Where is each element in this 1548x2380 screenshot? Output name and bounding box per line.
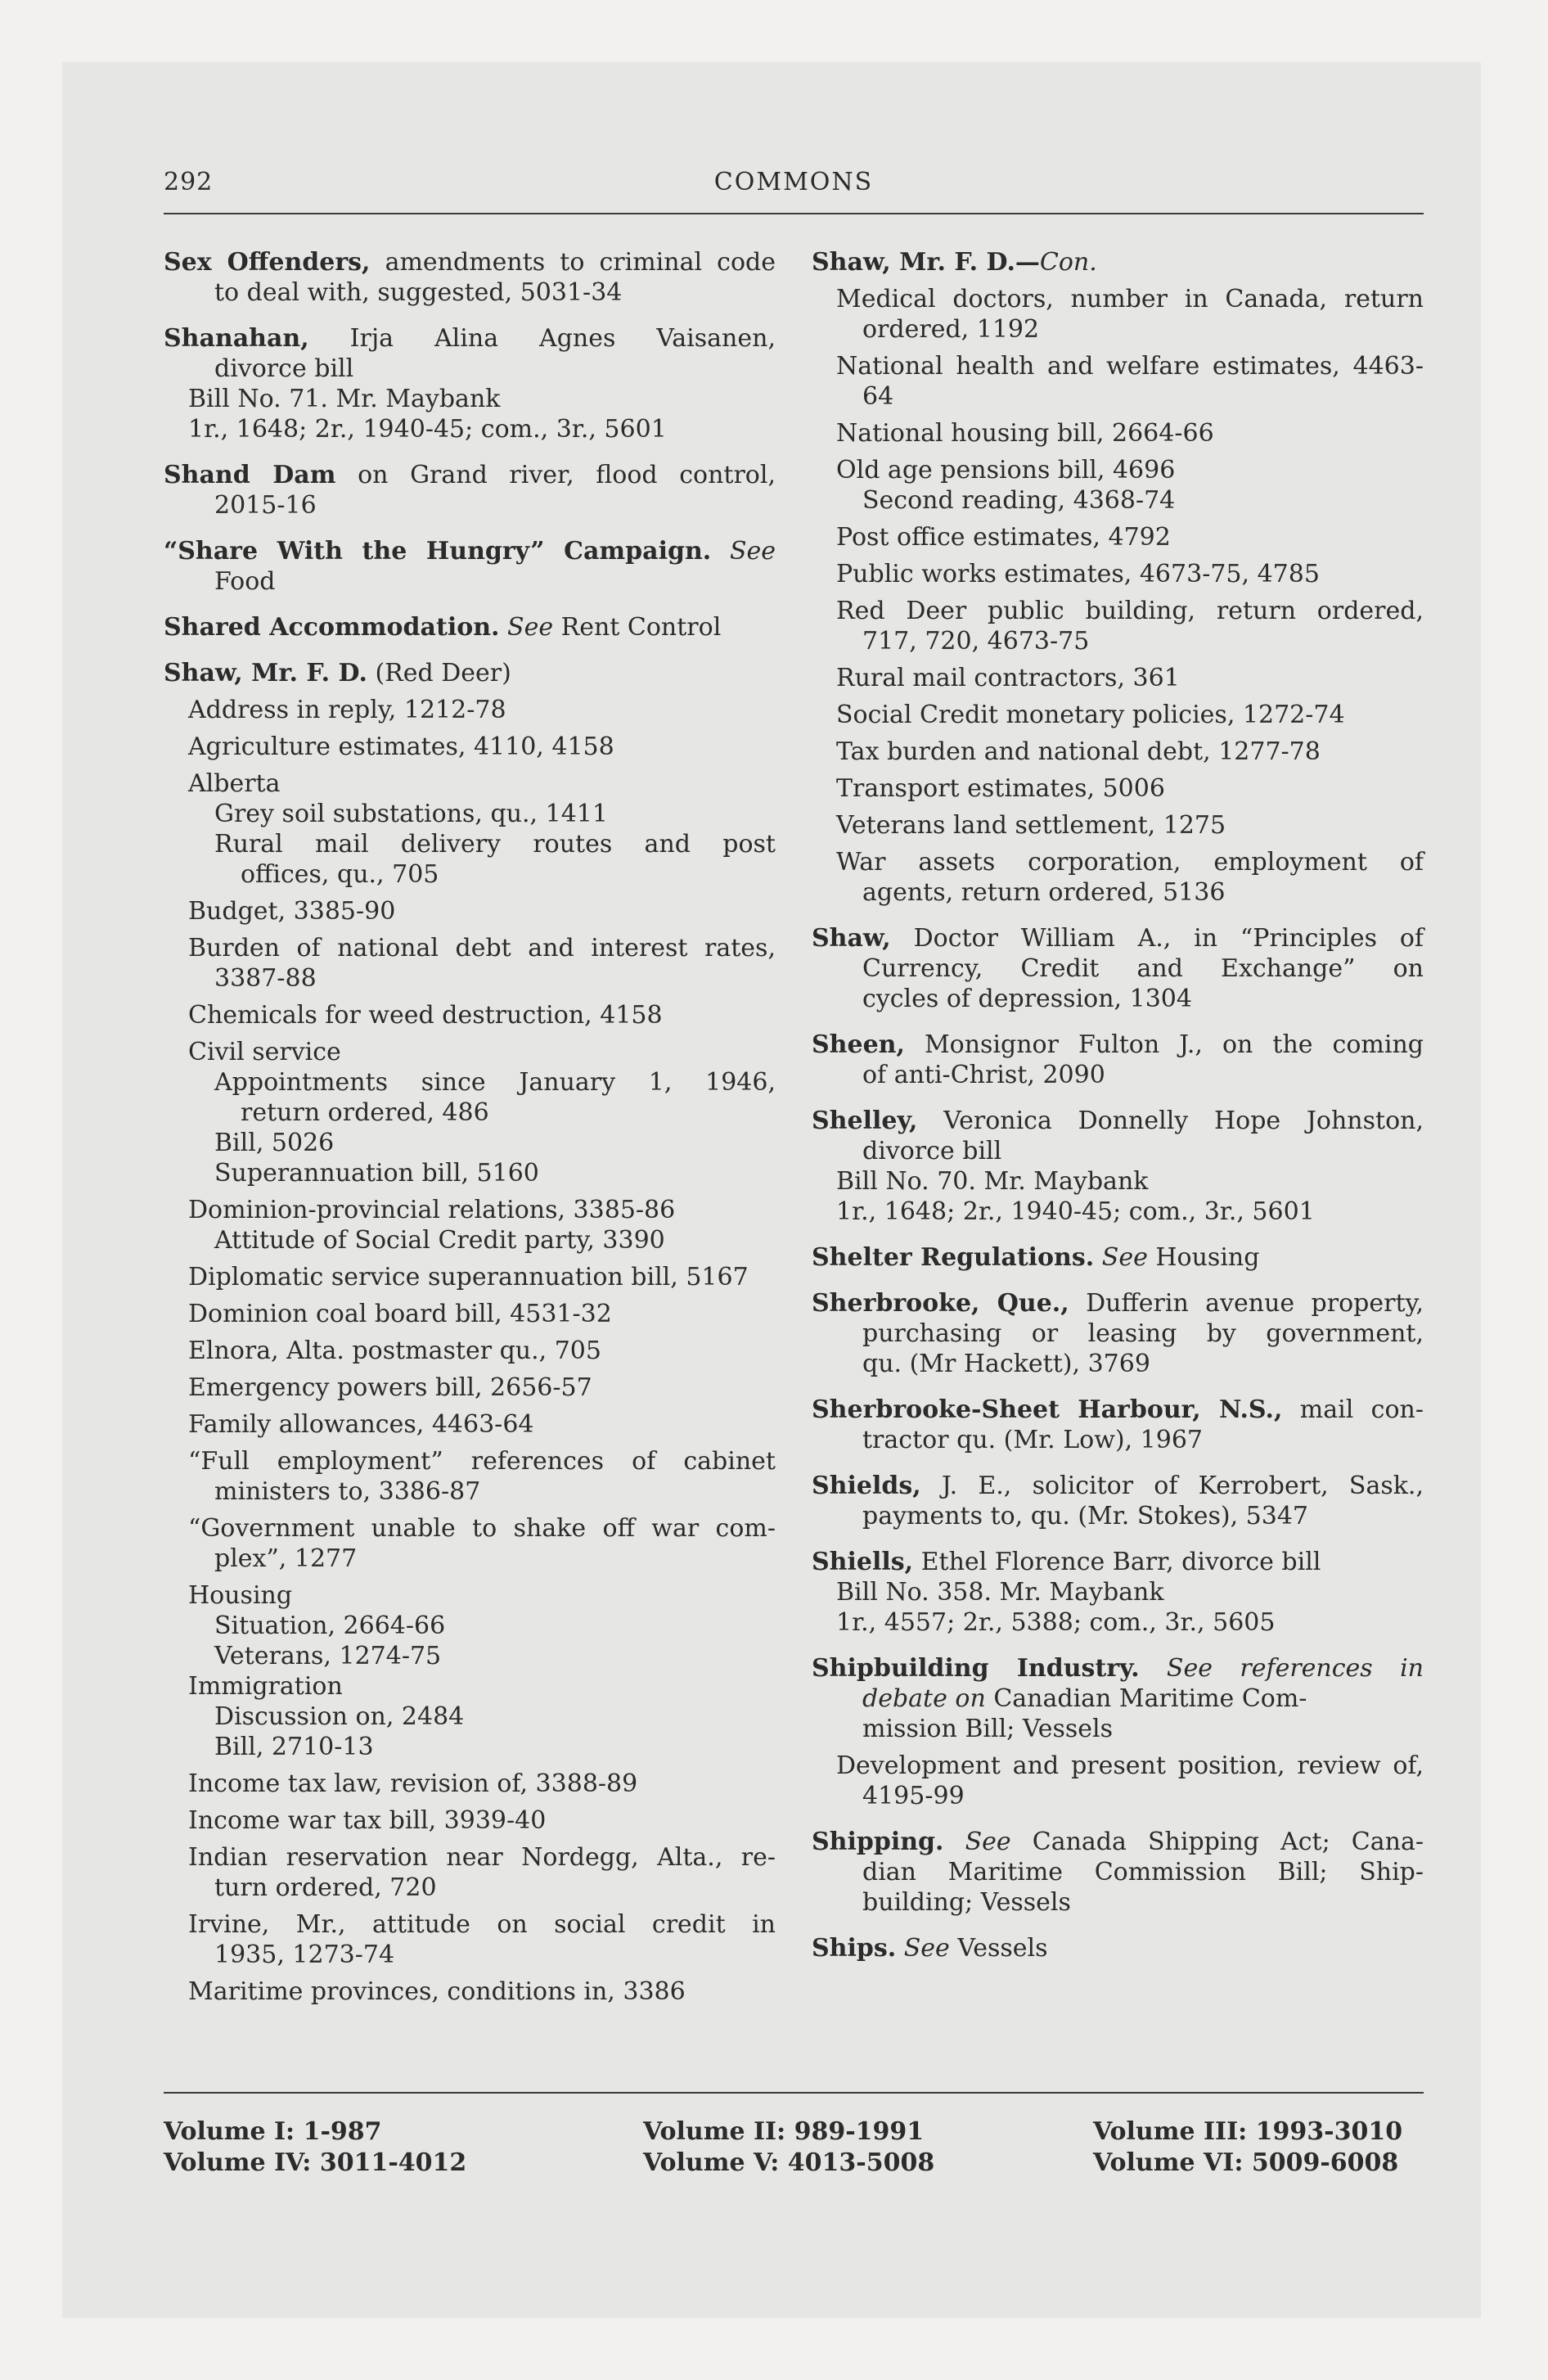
entry-text: Monsignor Fulton J., on the coming [924,1030,1424,1059]
sub-sub-entry: Bill, 2710-13 [214,1733,374,1761]
sub-entry: ministers to, 3386-87 [214,1477,481,1506]
sub-entry: Old age pensions bill, 4696 [836,456,1176,485]
entry-text: divorce bill [214,354,354,383]
sub-entry: Address in reply, 1212-78 [188,696,506,724]
sub-entry: Maritime provinces, conditions in, 3386 [188,1977,686,2006]
sub-entry: “Full employment” references of cabinet [188,1447,776,1476]
header-rule [164,213,1424,214]
entry-text: Ethel Florence Barr, divorce bill [920,1548,1321,1576]
entry-heading: Sherbrooke-Sheet Harbour, N.S., [812,1395,1283,1424]
volume-range: Volume IV: 3011-4012 [164,2148,467,2177]
index-entry-shipbuilding-industry [812,1653,1424,1811]
sub-sub-entry: Bill, 5026 [214,1129,335,1157]
index-entry-shipping [812,1827,1424,1918]
sub-entry: Development and present position, review of, [836,1751,1424,1780]
page-header [164,168,1424,201]
see-reference: See [507,613,554,642]
index-entry-shaw-doctor [812,923,1424,1014]
sub-entry: 4195-99 [862,1782,965,1810]
entry-heading: Sheen, [812,1030,905,1059]
entry-text: to deal with, suggested, 5031-34 [214,278,623,307]
sub-entry: Elnora, Alta. postmaster qu., 705 [188,1336,601,1365]
sub-entry: 717, 720, 4673-75 [862,627,1090,656]
sub-sub-entry: Superannuation bill, 5160 [214,1159,539,1188]
entry-text: tractor qu. (Mr. Low), 1967 [862,1426,1204,1454]
index-entry-shiells [812,1547,1424,1638]
index-entry-shaw-continued [812,247,1424,908]
entry-heading: Sherbrooke, Que., [812,1289,1069,1318]
volume-key-col1 [164,2116,466,2179]
entry-heading: Shields, [812,1472,921,1500]
sub-entry: Tax burden and national debt, 1277-78 [836,737,1321,766]
entry-text: Dufferin avenue property, [1086,1289,1424,1318]
footer-rule [164,2092,1424,2094]
index-entry-sherbrooke [812,1288,1424,1379]
see-reference: See [903,1934,950,1963]
sub-entry: Transport estimates, 5006 [836,774,1165,803]
sub-entry: Agriculture estimates, 4110, 4158 [188,732,614,761]
index-entry-shelter-regulations [812,1242,1424,1273]
entry-text: qu. (Mr Hackett), 3769 [862,1350,1150,1378]
sub-sub-entry: Attitude of Social Credit party, 3390 [214,1226,665,1255]
entry-text: Doctor William A., in “Principles of [913,924,1424,953]
running-head: COMMONS [713,168,874,196]
left-column [164,247,776,2022]
entry-heading: Shipping. [812,1828,944,1856]
see-reference: See [1101,1243,1148,1272]
entry-heading: Shaw, Mr. F. D. [164,659,367,687]
sub-sub-entry: Second reading, 4368-74 [862,486,1176,515]
sub-entry: Veterans land settlement, 1275 [836,811,1226,840]
bill-number: Bill No. 358. Mr. Maybank [836,1578,1164,1607]
sub-entry: “Government unable to shake off war com- [188,1514,776,1543]
entry-text: Irja Alina Agnes Vaisanen, [349,324,776,353]
entry-text: on Grand river, flood control, [358,461,776,489]
sub-entry: Burden of national debt and interest rates, [188,934,776,962]
entry-heading: Shelley, [812,1107,918,1135]
index-entry-sheen [812,1030,1424,1090]
sub-entry: 3387-88 [214,964,317,993]
entry-text: Canada Shipping Act; Cana- [1032,1828,1424,1856]
entry-text: Housing [1155,1243,1260,1272]
sub-entry: turn ordered, 720 [214,1873,437,1902]
index-entry-shanahan [164,323,776,444]
bill-readings: 1r., 4557; 2r., 5388; com., 3r., 5605 [836,1608,1276,1637]
sub-entry: Family allowances, 4463-64 [188,1410,534,1439]
page-number: 292 [164,168,214,196]
entry-heading: “Share With the Hungry” Campaign. [164,537,712,566]
bill-readings: 1r., 1648; 2r., 1940-45; com., 3r., 5601 [188,415,667,444]
entry-text: J. E., solicitor of Kerrobert, Sask., [941,1472,1424,1500]
sub-entry: Dominion coal board bill, 4531-32 [188,1300,612,1328]
entry-heading: Shand Dam [164,461,336,489]
index-entry-shared-accommodation [164,612,776,642]
sub-sub-entry: offices, qu., 705 [241,860,439,889]
sub-entry: 1935, 1273-74 [214,1941,395,1969]
entry-heading: Shaw, Mr. F. D.— [812,248,1040,277]
volume-key-col2 [643,2116,934,2179]
sub-entry: Rural mail contractors, 361 [836,664,1180,692]
sub-entry: Public works estimates, 4673-75, 4785 [836,560,1320,588]
volume-key-col3 [1093,2116,1402,2179]
sub-entry: ordered, 1192 [862,315,1040,344]
sub-entry: agents, return ordered, 5136 [862,878,1226,907]
see-reference: debate on [862,1684,986,1713]
sub-entry: National housing bill, 2664-66 [836,419,1214,448]
sub-entry: plex”, 1277 [214,1544,358,1573]
see-reference: See [965,1828,1011,1856]
see-reference: See references in [1166,1654,1424,1683]
entry-text: Food [214,567,276,596]
entry-text: purchasing or leasing by government, [862,1319,1424,1348]
sub-sub-entry: Situation, 2664-66 [214,1611,446,1640]
sub-entry: Indian reservation near Nordegg, Alta., re- [188,1843,776,1872]
volume-range: Volume V: 4013-5008 [643,2148,935,2177]
sub-entry: Civil service [188,1038,341,1066]
sub-entry: Alberta [188,769,281,798]
entry-heading: Ships. [812,1934,897,1963]
entry-text: mission Bill; Vessels [862,1715,1114,1743]
index-entry-ships [812,1933,1424,1963]
sub-entry: Income tax law, revision of, 3388-89 [188,1769,638,1798]
index-entry-shaw [164,658,776,2007]
sub-entry: Income war tax bill, 3939-40 [188,1806,547,1835]
entry-text: building; Vessels [862,1888,1071,1917]
sub-entry: Post office estimates, 4792 [836,523,1171,552]
sub-entry: Red Deer public building, return ordered, [836,597,1424,625]
sub-sub-entry: Veterans, 1274-75 [214,1642,442,1670]
index-entry-sex-offenders [164,247,776,308]
index-entry-share-with-hungry [164,536,776,597]
index-entry-shields [812,1471,1424,1531]
entry-text: divorce bill [862,1137,1002,1165]
sub-entry: Chemicals for weed destruction, 4158 [188,1001,663,1030]
entry-text: amendments to criminal code [385,248,776,277]
sub-entry: Social Credit monetary policies, 1272-74 [836,701,1345,729]
volume-range: Volume II: 989-1991 [643,2117,925,2146]
sub-sub-entry: Discussion on, 2484 [214,1702,465,1731]
sub-sub-entry: Rural mail delivery routes and post [214,830,776,859]
sub-entry: Housing [188,1581,293,1610]
entry-heading: Shiells, [812,1548,914,1576]
bill-readings: 1r., 1648; 2r., 1940-45; com., 3r., 5601 [836,1197,1315,1226]
sub-entry: 64 [862,382,894,411]
bill-number: Bill No. 71. Mr. Maybank [188,385,501,413]
entry-text: Currency, Credit and Exchange” on [862,954,1424,983]
entry-text: Vessels [957,1934,1048,1963]
entry-heading: Shanahan, [164,324,309,353]
sub-sub-entry: Grey soil substations, qu., 1411 [214,800,608,828]
continued-marker: Con. [1039,248,1097,277]
entry-heading: Shelter Regulations. [812,1243,1095,1272]
volume-range: Volume III: 1993-3010 [1093,2117,1403,2146]
sub-entry: War assets corporation, employment of [836,848,1424,877]
entry-text: Canadian Maritime Com- [993,1684,1307,1713]
sub-entry: Diplomatic service superannuation bill, 5167 [188,1263,749,1291]
sub-entry: Medical doctors, number in Canada, return [836,285,1424,313]
entry-text: of anti-Christ, 2090 [862,1061,1105,1089]
sub-sub-entry: Appointments since January 1, 1946, [214,1068,776,1097]
see-reference: See [729,537,776,566]
index-entry-sherbrooke-sheet-harbour [812,1395,1424,1455]
entry-heading: Shared Accommodation. [164,613,500,642]
entry-text: payments to, qu. (Mr. Stokes), 5347 [862,1502,1308,1530]
entry-text: dian Maritime Commission Bill; Ship- [862,1858,1424,1886]
volume-range: Volume I: 1-987 [164,2117,382,2146]
sub-sub-entry: return ordered, 486 [241,1098,489,1127]
entry-heading: Sex Offenders, [164,248,371,277]
sub-entry: National health and welfare estimates, 4463- [836,352,1424,381]
sub-entry: Budget, 3385-90 [188,897,396,926]
entry-heading: Shipbuilding Industry. [812,1654,1140,1683]
sub-entry: Irvine, Mr., attitude on social credit in [188,1910,776,1939]
sub-entry: Dominion-provincial relations, 3385-86 [188,1196,676,1224]
sub-entry: Emergency powers bill, 2656-57 [188,1373,592,1402]
index-entry-shand-dam [164,460,776,521]
entry-text: mail con- [1299,1395,1424,1424]
index-entry-shelley [812,1106,1424,1227]
entry-heading: Shaw, [812,924,891,953]
volume-range: Volume VI: 5009-6008 [1093,2148,1399,2177]
sub-entry: Immigration [188,1672,343,1701]
entry-text: 2015-16 [214,491,317,520]
right-column [812,247,1424,1979]
entry-text: Rent Control [560,613,722,642]
entry-text: (Red Deer) [375,659,511,687]
entry-text: Veronica Donnelly Hope Johnston, [943,1107,1424,1135]
entry-text: cycles of depression, 1304 [862,985,1192,1013]
bill-number: Bill No. 70. Mr. Maybank [836,1167,1149,1196]
